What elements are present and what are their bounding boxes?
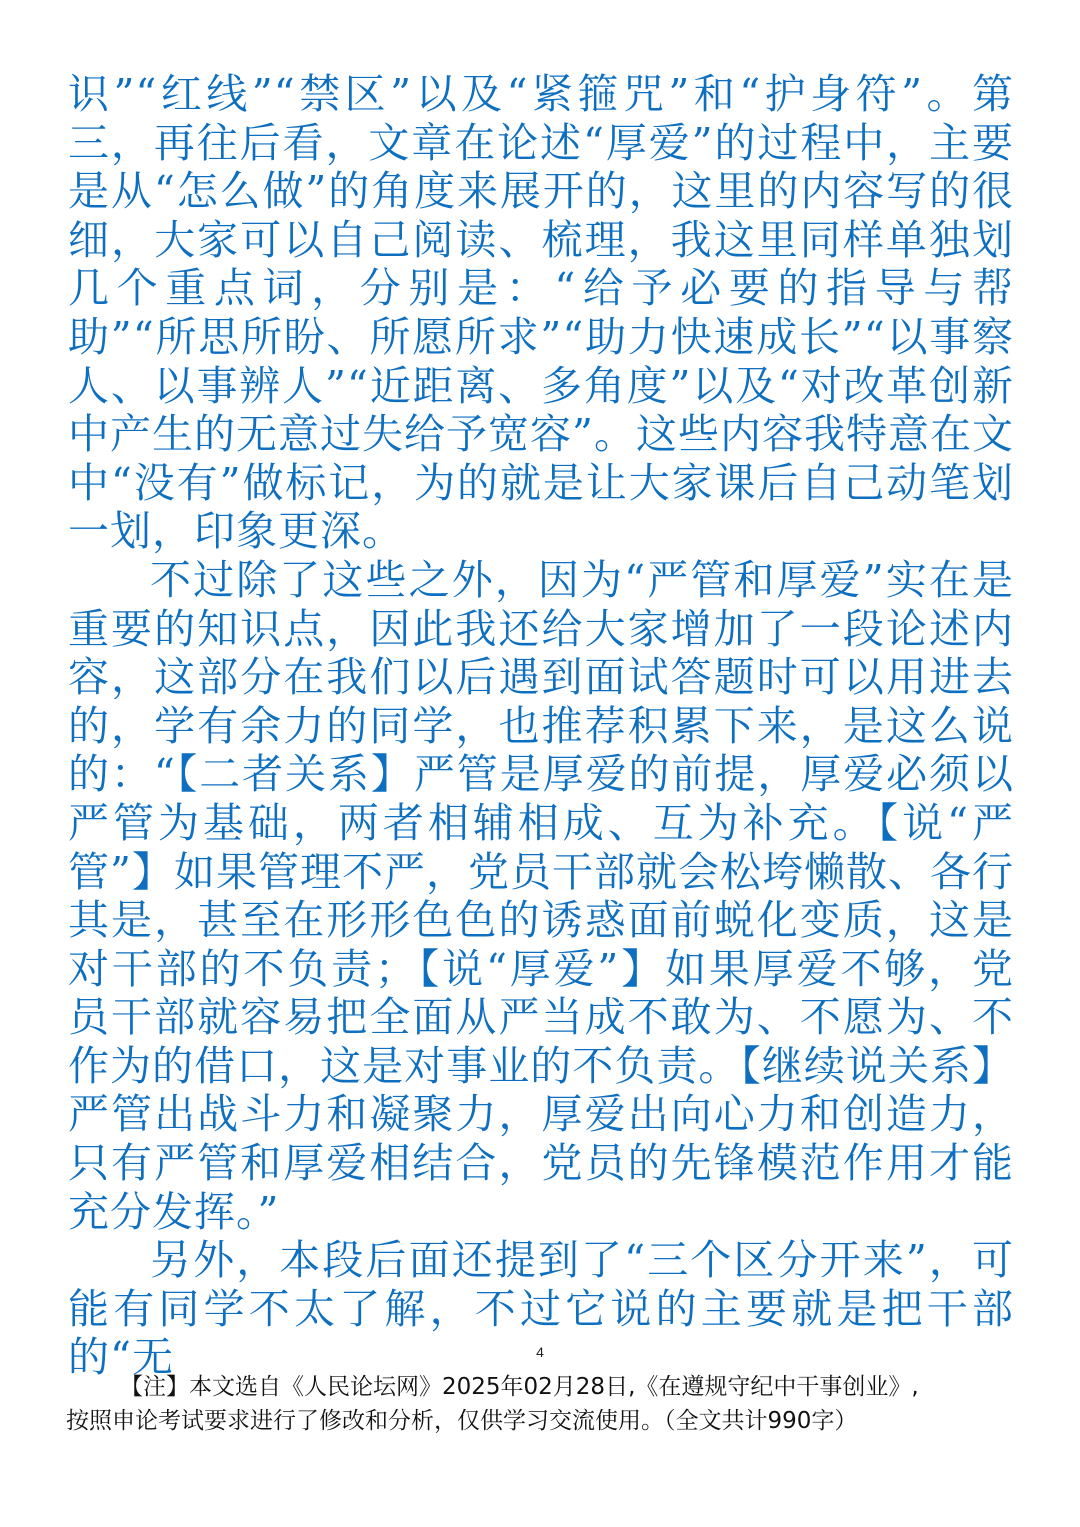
page-number: 4 <box>536 1344 544 1360</box>
footnote-line-1: 【注】本文选自《人民论坛网》2025年02月28日,《在遵规守纪中干事创业》, <box>120 1374 919 1400</box>
paragraph-strict-love: 不过除了这些之外，因为“严管和厚爱”实在是重要的知识点，因此我还给大家增加了一段论述内容，这部分在我们以后遇到面试答题时可以用进去的，学有余力的同学，也推荐积累下来，是这么说的：“【二者关系】严管是厚爱的前提，厚爱必须以严管为基础，两者相辅相成、互为补充。【说“严管”】如果管理不严，党员干部就会松垮懒散、各行其是，甚至在形形色色的诱惑面前蜕化变质，这是对干部的不负责；【说“厚爱”】如果厚爱不够，党员干部就容易把全面从严当成不敢为、不愿为、不作为的借口，这是对事业的不负责。【继续说关系】严管出战斗力和凝聚力，厚爱出向心力和创造力，只有严管和厚爱相结合，党员的先锋模范作用才能充分发挥。” <box>68 555 1014 1236</box>
body-text <box>68 70 1014 1382</box>
paragraph-three-distinctions: 另外，本段后面还提到了“三个区分开来”，可能有同学不太了解，不过它说的主要就是把干部的“无 <box>68 1236 1014 1382</box>
paragraph-continued: 识”“红线”“禁区”以及“紧箍咒”和“护身符”。第三，再往后看，文章在论述“厚爱”的过程中，主要是从“怎么做”的角度来展开的，这里的内容写的很细，大家可以自己阅读、梳理，我这里同样单独划几个重点词，分别是：“给予必要的指导与帮助”“所思所盼、所愿所求”“助力快速成长”“以事察人、以事辨人”“近距离、多角度”以及“对改革创新中产生的无意过失给予宽容”。这些内容我特意在文中“没有”做标记，为的就是让大家课后自己动笔划一划，印象更深。 <box>68 70 1014 556</box>
footnote-line-2: 按照申论考试要求进行了修改和分析，仅供学习交流使用。（全文共计990字） <box>66 1408 858 1434</box>
footnote <box>66 1370 1016 1438</box>
